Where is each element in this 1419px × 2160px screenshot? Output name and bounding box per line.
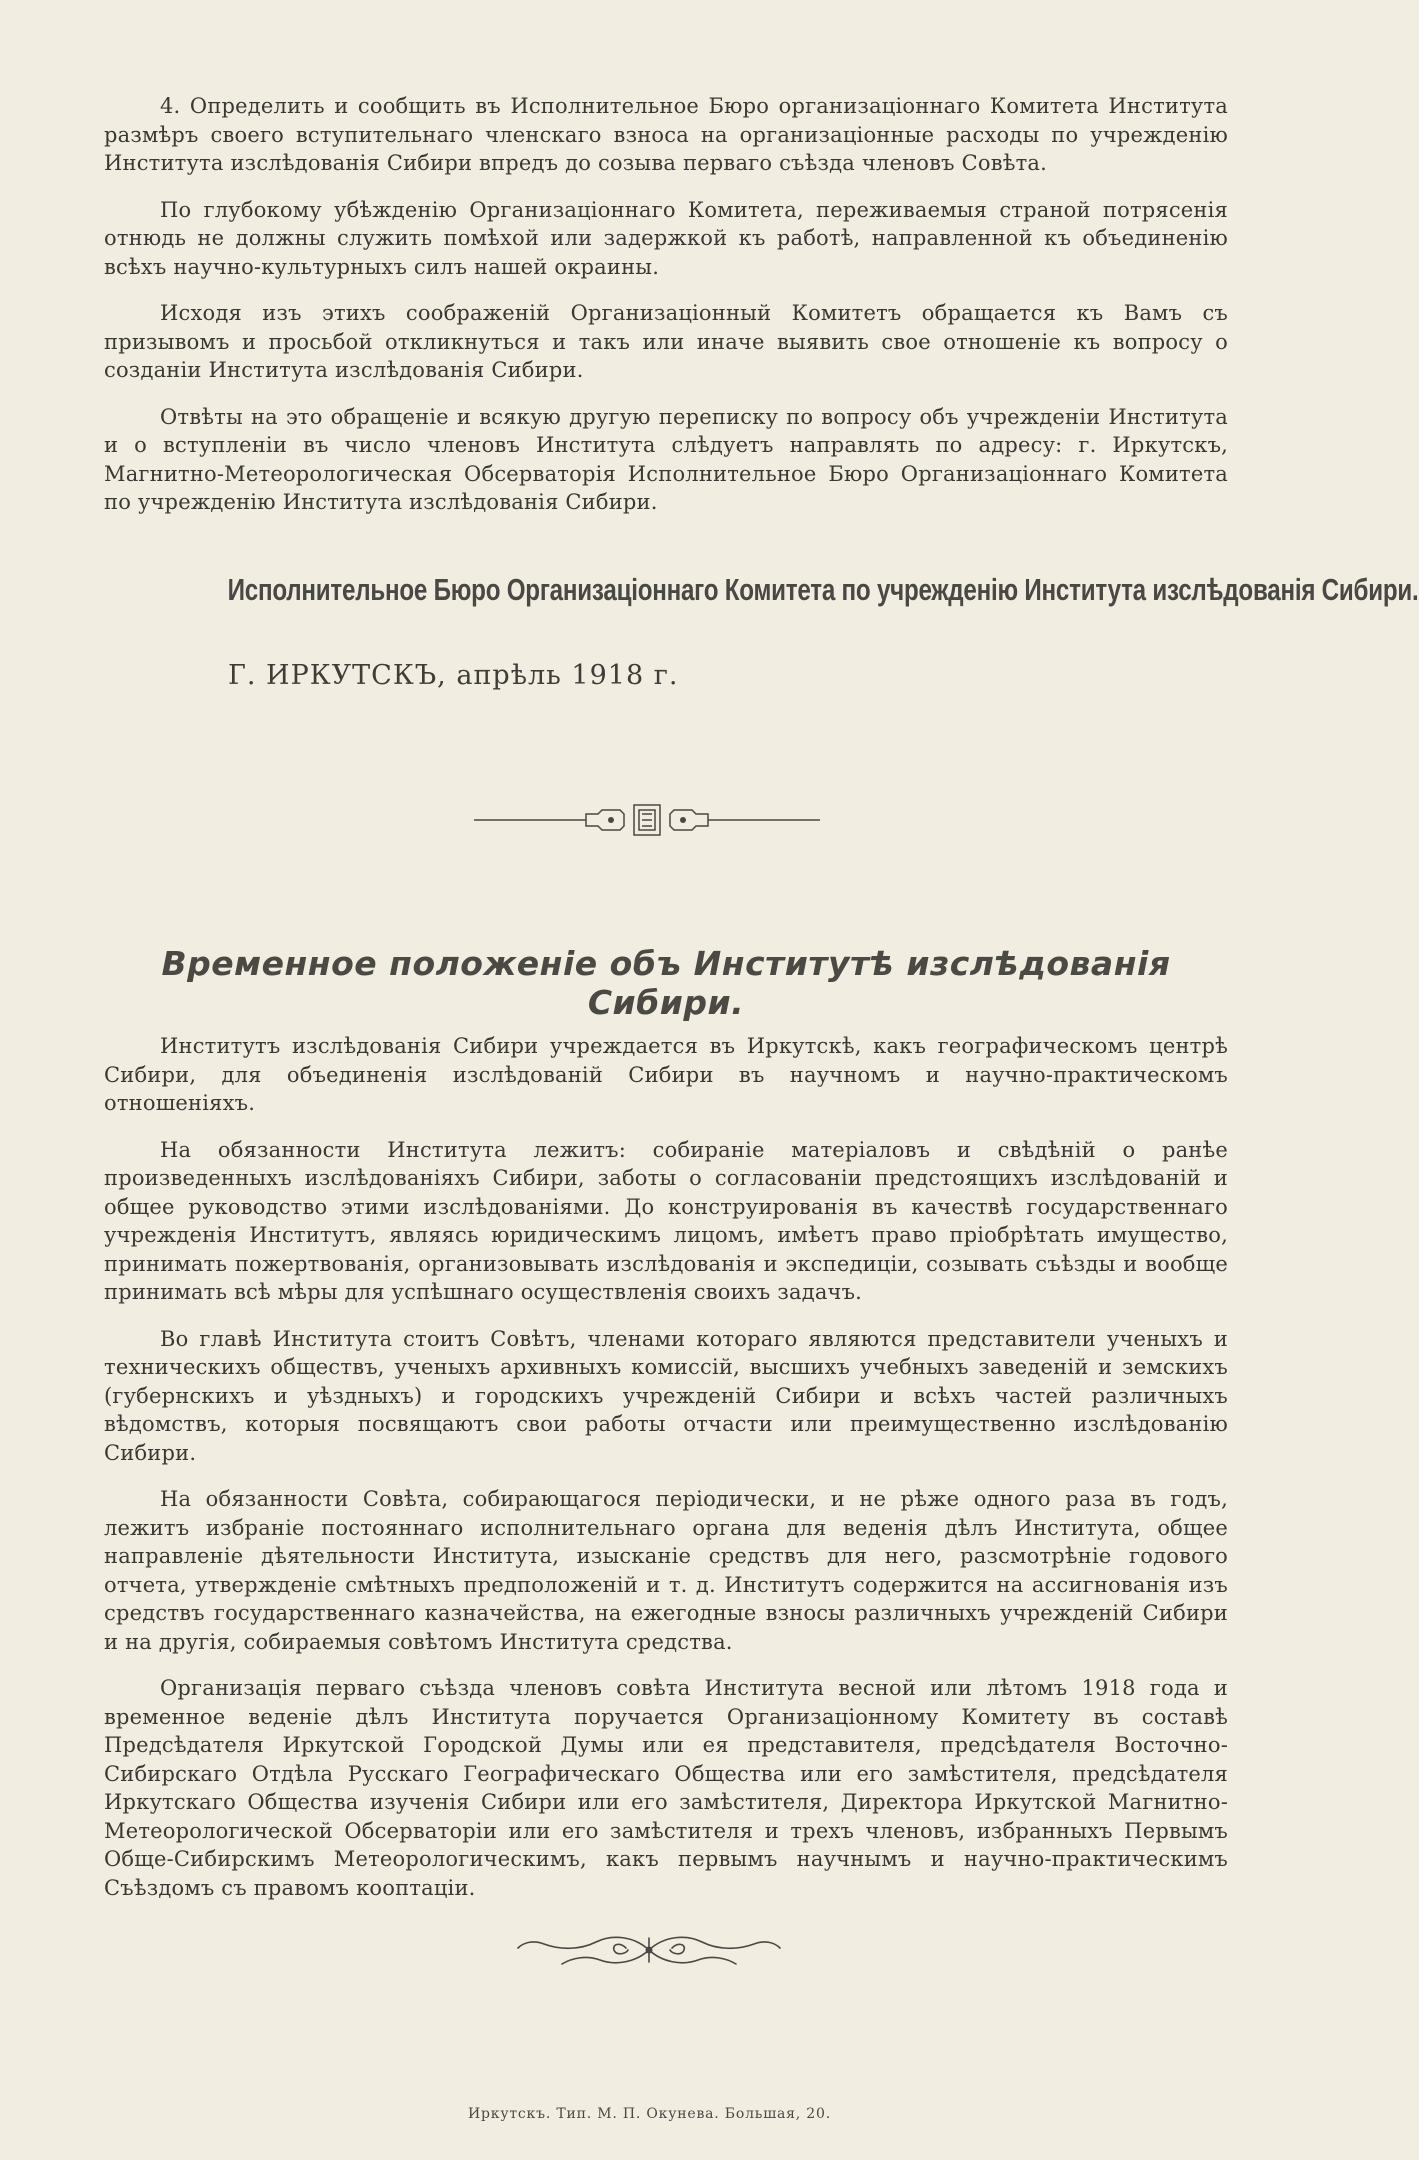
paragraph-duties: На обязанности Института лежитъ: собираніе матеріаловъ и свѣдѣній о ранѣе произведенныхъ изслѣдованіяхъ Сибири, заботы о согласованіи предстоящихъ изслѣдованій и общее руководство этими изслѣдованіями. До конструированія въ качествѣ государственнаго учрежденія Институтъ, являясь юридическимъ лицомъ, имѣетъ право пріобрѣтать имущество, принимать пожертвованія, организовывать изслѣдованія и экспедиціи, созывать съѣзды и вообще принимать всѣ мѣры для успѣшнаго осуществленія своихъ задачъ. (104, 1137, 1228, 1304)
signature-line: Исполнительное Бюро Организаціоннаго Комитета по учрежденію Института изслѣдованія Сибири. (227, 572, 1419, 607)
regulation-text (104, 1032, 1228, 1920)
paragraph-organization: Организація перваго съѣзда членовъ совѣта Института весной или лѣтомъ 1918 года и временное веденіе дѣлъ Института поручается Организаціонному Комитету въ составѣ Предсѣдателя Иркутской Городской Думы или ея представителя, предсѣдателя Восточно-Сибирскаго Отдѣла Русскаго Географическаго Общества или его замѣстителя, предсѣдателя Иркутскаго Общества изученія Сибири или его замѣстителя, Директора Иркутской Магнитно-Метеорологической Обсерваторіи или его замѣстителя и трехъ членовъ, избранныхъ Первымъ Обще-Сибирскимъ Метеорологическимъ, какъ первымъ научнымъ и научно-практическимъ Съѣздомъ съ правомъ кооптаціи. (104, 1676, 1228, 1900)
paragraph-council-duties: На обязанности Совѣта, собирающагося періодически, и не рѣже одного раза въ годъ, лежитъ избраніе постояннаго исполнительнаго органа для веденія дѣлъ Института, общее направленіе дѣятельности Института, изысканіе средствъ для него, разсмотрѣніе годового отчета, утвержденіе смѣтныхъ предположеній и т. д. Институтъ содержится на ассигнованія изъ средствъ государственнаго казначейства, на ежегодные взносы различныхъ учрежденій Сибири и на другія, собираемыя совѣтомъ Института средства. (104, 1487, 1228, 1654)
paragraph-item-4: 4. Определить и сообщить въ Исполнительное Бюро организаціоннаго Комитета Института размѣръ своего вступительнаго членскаго взноса на организаціонные расходы по учрежденію Института изслѣдованія Сибири впредъ до созыва перваго съѣзда членовъ Совѣта. (104, 94, 1228, 175)
paragraph-appeal: Исходя изъ этихъ соображеній Организаціонный Комитетъ обращается къ Вамъ съ призывомъ и просьбой откликнуться и такъ или иначе выявить свое отношеніе къ вопросу о созданіи Института изслѣдованія Сибири. (104, 301, 1228, 382)
divider-ornament-icon (474, 802, 820, 838)
main-title: Временное положеніе объ Институтѣ изслѣдованія Сибири. (161, 944, 1171, 1022)
paragraph-council: Во главѣ Института стоитъ Совѣтъ, членами котораго являются представители ученыхъ и техническихъ обществъ, ученыхъ архивныхъ комиссій, высшихъ учебныхъ заведеній и земскихъ (губернскихъ и уѣздныхъ) и городскихъ учрежденій Сибири и всѣхъ частей различныхъ вѣдомствъ, которыя посвящаютъ свои работы отчасти или преимущественно изслѣдованію Сибири. (104, 1326, 1228, 1465)
appeal-text (104, 92, 1228, 535)
printer-imprint: Иркутскъ. Тип. М. П. Окунева. Большая, 20. (468, 2106, 831, 2122)
paragraph-conviction: По глубокому убѣжденію Организаціоннаго Комитета, переживаемыя страной потрясенія отнюдь не должны служить помѣхой или задержкой къ работѣ, направленной къ объединенію всѣхъ научно-культурныхъ силъ нашей окраины. (104, 197, 1228, 279)
city-date: Г. ИРКУТСКЪ, апрѣль 1918 г. (228, 660, 679, 691)
paragraph-founding: Институтъ изслѣдованія Сибири учреждается въ Иркутскѣ, какъ географическомъ центрѣ Сибири, для объединенія изслѣдованій Сибири въ научномъ и научно-практическомъ отношеніяхъ. (104, 1034, 1228, 1115)
flourish-ornament-icon (516, 1928, 782, 1972)
paragraph-address: Отвѣты на это обращеніе и всякую другую переписку по вопросу объ учрежденіи Института и о вступленіи въ число членовъ Института слѣдуетъ направлять по адресу: г. Иркутскъ, Магнитно-Метеорологическая Обсерваторія Исполнительное Бюро Организаціоннаго Комитета по учрежденію Института изслѣдованія Сибири. (104, 404, 1228, 514)
